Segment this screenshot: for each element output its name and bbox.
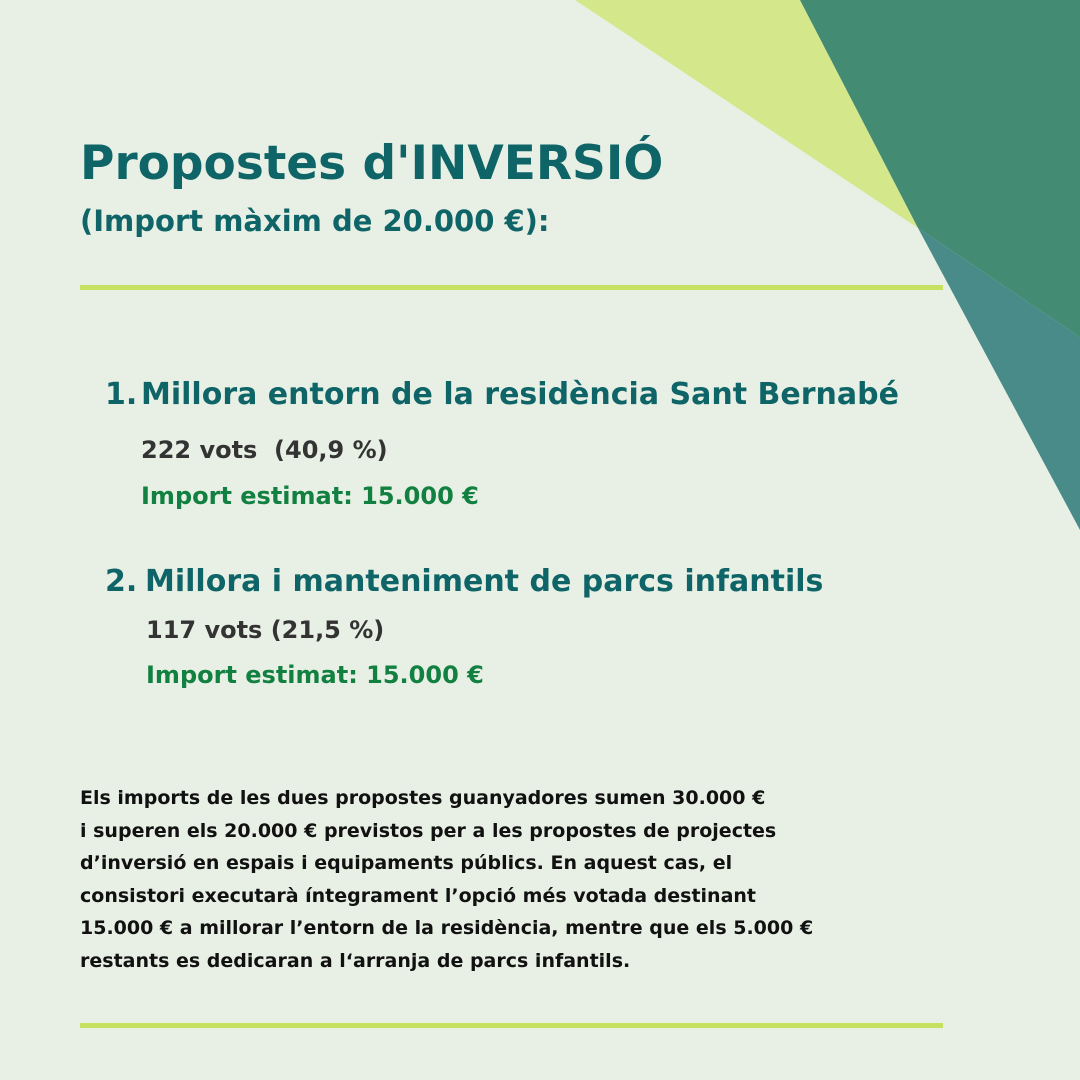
proposal-1-amount: Import estimat: 15.000 € bbox=[141, 482, 479, 510]
explanation-line: i superen els 20.000 € previstos per a les propostes de projectes bbox=[80, 819, 777, 842]
page-subtitle: (Import màxim de 20.000 €): bbox=[80, 204, 550, 238]
proposal-1-votes: 222 vots (40,9 %) bbox=[141, 436, 388, 464]
explanation-line: restants es dedicaran a l‘arranja de parcs infantils. bbox=[80, 949, 631, 972]
proposal-2-name: Millora i manteniment de parcs infantils bbox=[145, 564, 824, 599]
proposal-2-amount: Import estimat: 15.000 € bbox=[146, 661, 484, 689]
proposal-2-number: 2. bbox=[105, 564, 138, 599]
explanation-line: 15.000 € a millorar l’entorn de la residència, mentre que els 5.000 € bbox=[80, 917, 814, 939]
page-title: Propostes d'INVERSIÓ bbox=[80, 136, 664, 191]
top-divider bbox=[80, 285, 943, 290]
bottom-divider bbox=[80, 1023, 943, 1028]
explanation-line: Els imports de les dues propostes guanyadores sumen 30.000 € bbox=[80, 787, 766, 809]
proposal-1-number: 1. bbox=[105, 377, 138, 412]
explanation-paragraph bbox=[80, 782, 813, 977]
proposal-2-title bbox=[105, 565, 823, 598]
proposal-1-name: Millora entorn de la residència Sant Bernabé bbox=[141, 377, 899, 412]
proposal-1-title bbox=[105, 378, 899, 411]
proposal-2-votes: 117 vots (21,5 %) bbox=[146, 616, 385, 644]
explanation-line: consistori executarà íntegrament l’opció més votada destinant bbox=[80, 884, 757, 907]
explanation-line: d’inversió en espais i equipaments públics. En aquest cas, el bbox=[80, 852, 733, 874]
